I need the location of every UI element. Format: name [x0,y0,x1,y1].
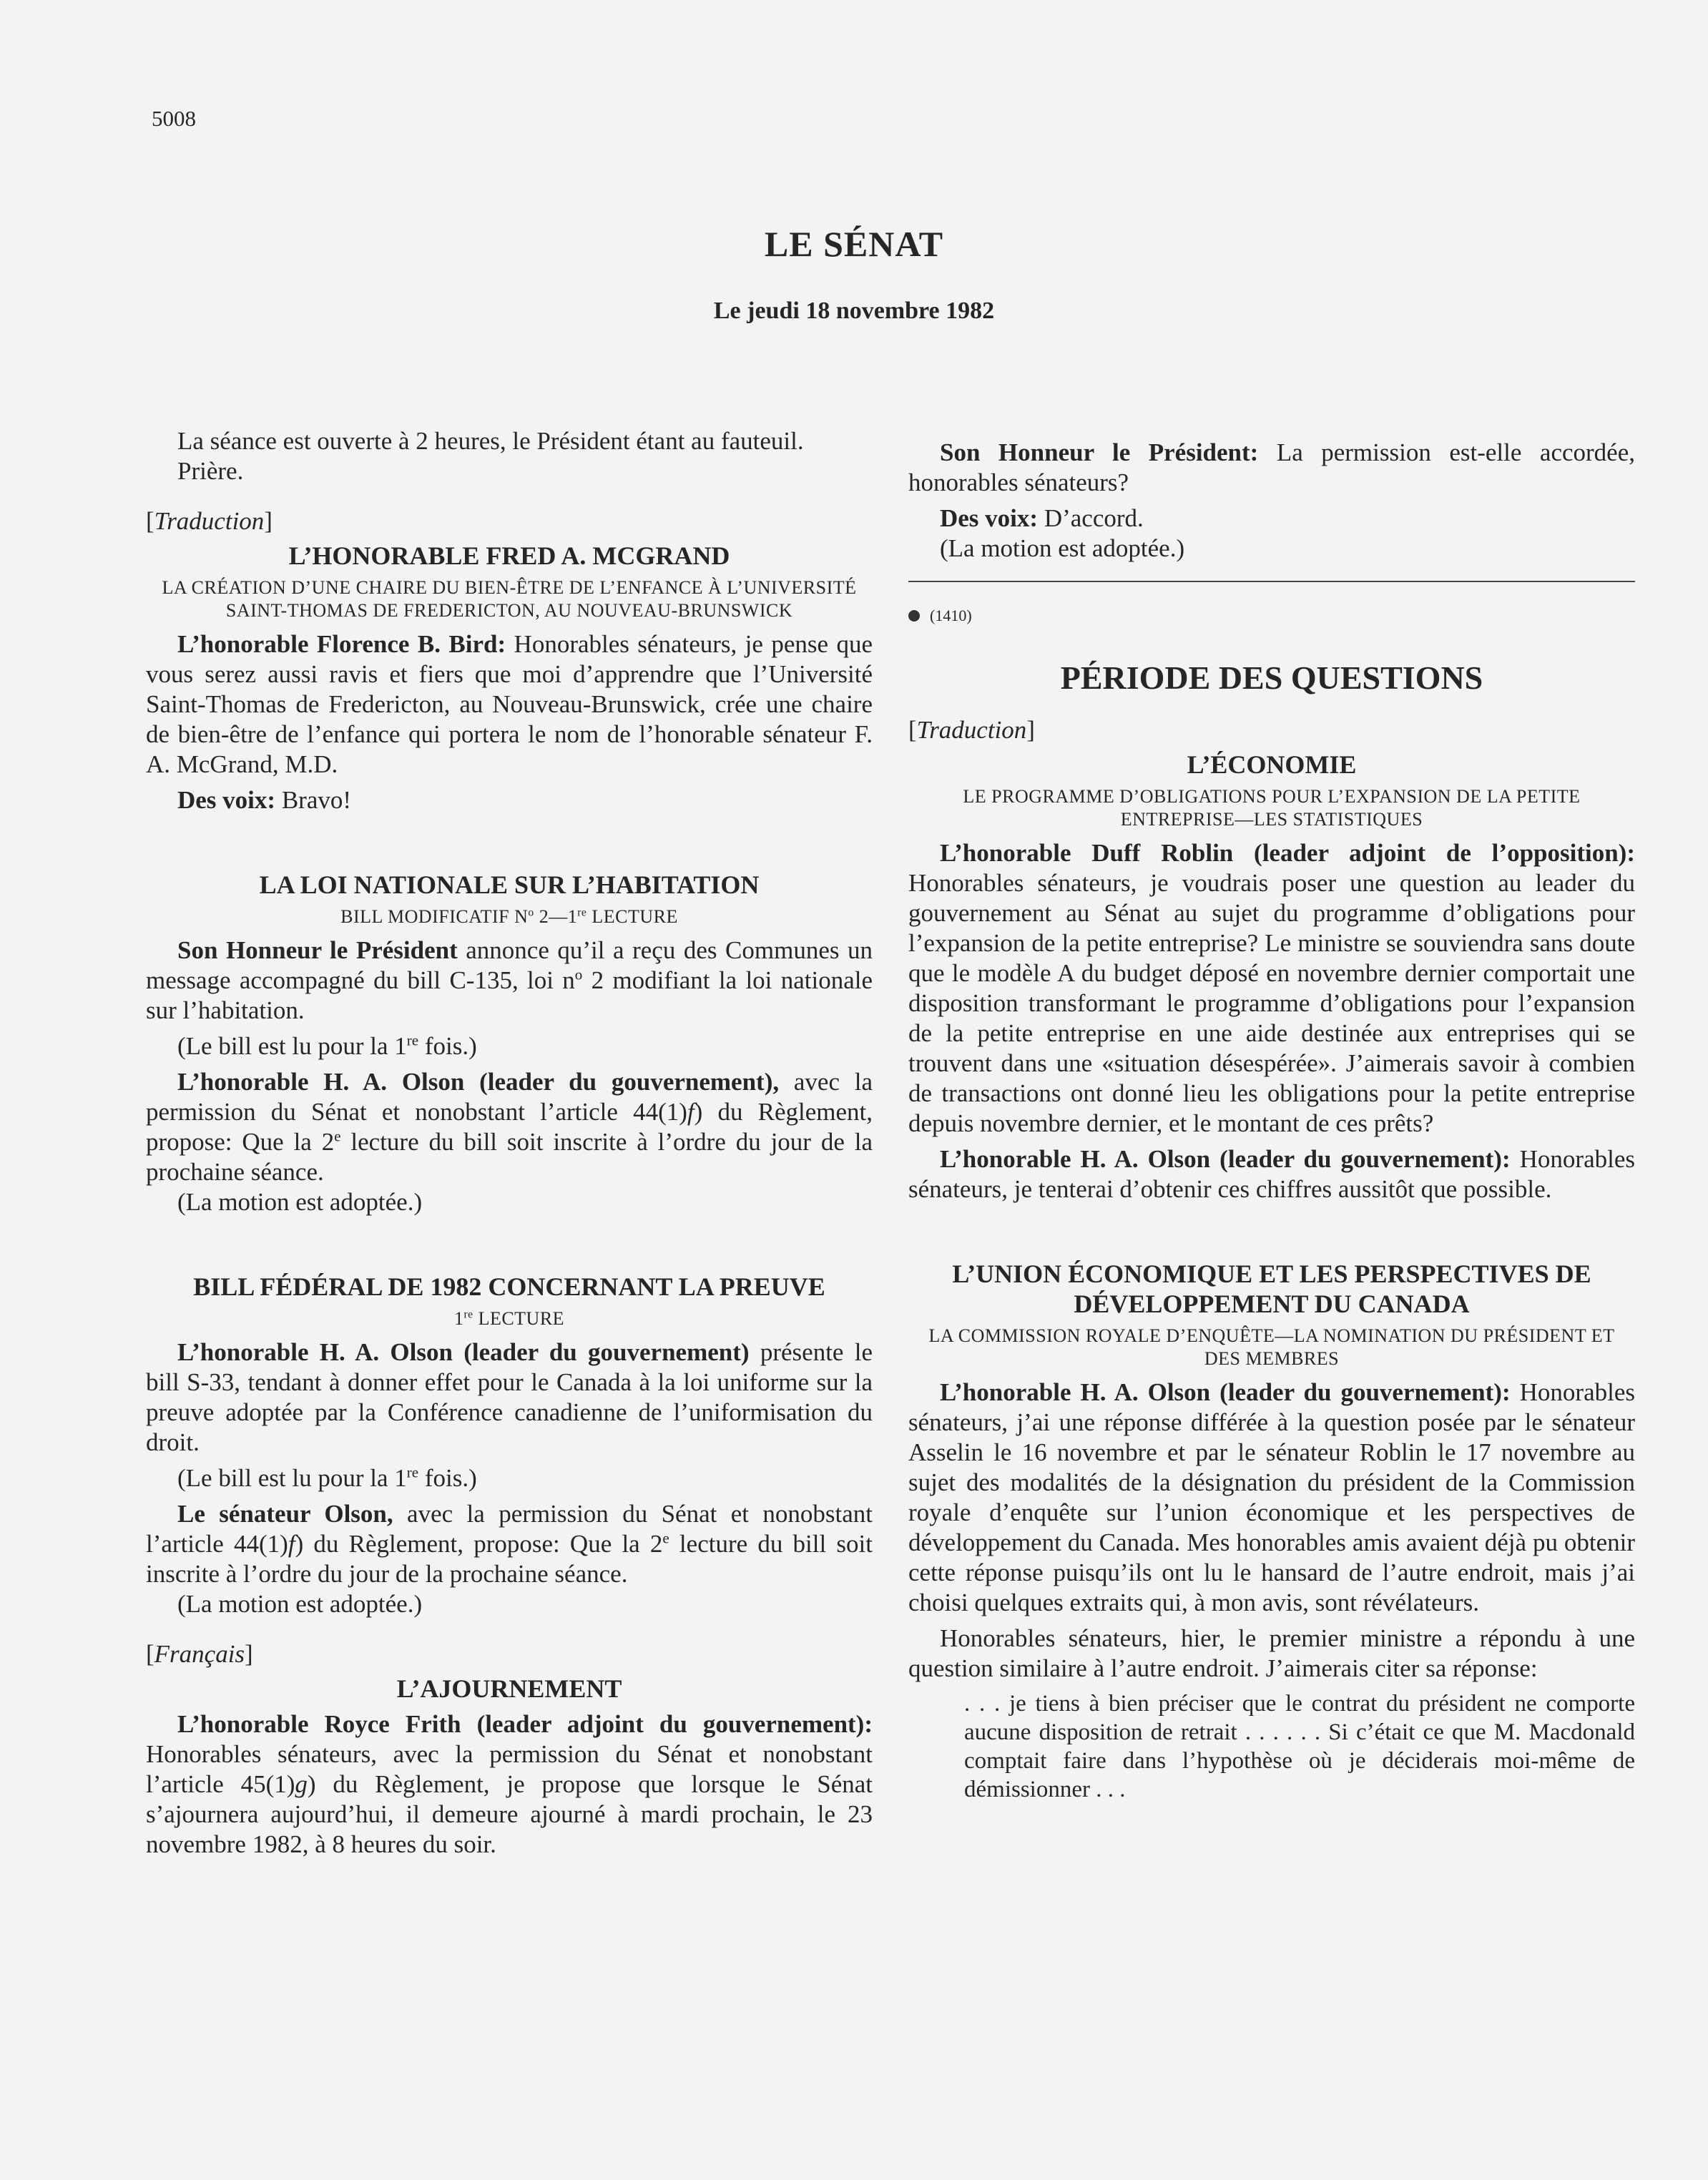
section-heading: L’ÉCONOMIE [1187,750,1357,779]
section-heading: L’UNION ÉCONOMIQUE ET LES PERSPECTIVES DE DÉVELOPPEMENT DU CANADA [952,1260,1591,1318]
section-subheading: BILL MODIFICATIF $N^o$ 2—1re LECTURE [340,906,678,927]
procedural-note: (La motion est adoptée.) [177,1590,423,1618]
speaker-name: L’honorable H. A. Olson (leader du gouvernement), [177,1068,780,1096]
page-number: 5008 [152,106,196,131]
speech-paragraph: L’honorable H. A. Olson (leader du gouvernement): Honorables sénateurs, je tenterai d’obtenir ces chiffres aussitôt que possible. [908,1145,1635,1203]
section-heading: L’HONORABLE FRED A. MCGRAND [288,541,730,570]
section-divider [908,581,1635,582]
speech-text: Honorables sénateurs, je pense que vous serez aussi ravis et fiers que moi d’apprendre que l’Université Saint-Thomas de Fredericton, au Nouveau-Brunswick, crée une chaire de bien-être de l’enfance qui portera le nom de l’honorable sénateur F. A. McGrand, M.D. [146,630,873,778]
timestamp-marker [908,601,1635,631]
procedural-note: (La motion est adoptée.) [177,1188,423,1216]
speech-paragraph: Le sénateur Olson, avec la permission du Sénat et nonobstant l’article 44(1)f) du Règlement, propose: Que la 2e lecture du bill soit inscrite à l’ordre du jour de la prochaine séance. [146,1500,873,1588]
speaker-name: L’honorable Duff Roblin (leader adjoint de l’opposition): [940,839,1635,867]
language-tag: [Traduction] [146,507,273,535]
speech-paragraph [146,629,873,780]
section-subheading: LA CRÉATION D’UNE CHAIRE DU BIEN-ÊTRE DE L’ENFANCE À L’UNIVERSITÉ SAINT-THOMAS DE FREDERICTON, AU NOUVEAU-BRUNSWICK [162,577,857,621]
speaker-name: L’honorable H. A. Olson (leader du gouvernement): [940,1145,1511,1173]
section-subheading: LA COMMISSION ROYALE D’ENQUÊTE—LA NOMINATION DU PRÉSIDENT ET DES MEMBRES [928,1325,1615,1369]
procedural-note: (Le bill est lu pour la 1re fois.) [177,1031,477,1060]
speech-paragraph: Des voix: D’accord. [940,504,1144,532]
speech-text: Bravo! [275,786,352,814]
section-heading: L’AJOURNEMENT [396,1674,622,1703]
section-heading: LA LOI NATIONALE SUR L’HABITATION [259,870,760,899]
speech-paragraph: L’honorable Royce Frith (leader adjoint du gouvernement): Honorables sénateurs, avec la permission du Sénat et nonobstant l’article 45(1)g) du Règlement, je propose que lorsque le Sénat s’ajournera aujourd’hui, il demeure ajourné à mardi prochain, le 23 novembre 1982, à 8 heures du soir. [146,1710,873,1858]
opening-paragraph: La séance est ouverte à 2 heures, le Président étant au fauteuil. [177,427,804,455]
sitting-date: Le jeudi 18 novembre 1982 [713,298,995,324]
section-subheading: 1re LECTURE [453,1308,565,1329]
timestamp-text: (1410) [930,607,972,624]
language-tag-text: Français [154,1640,245,1668]
speaker-name: L’honorable H. A. Olson (leader du gouvernement) [177,1338,750,1366]
speech-paragraph: L’honorable H. A. Olson (leader du gouvernement): Honorables sénateurs, j’ai une réponse différée à la question posée par le sénateur Asselin le 16 novembre et par le sénateur Roblin le 17 novembre au sujet des modalités de la désignation du président de la Commission royale d’enquête sur l’union économique et les perspectives de développement du Canada. Mes honorables amis avaient déjà pu obtenir cette réponse puisqu’ils ont lu le hansard de l’autre endroit, mais j’ai choisi quelques extraits qui, à mon avis, sont révélateurs. [908,1378,1635,1616]
section-subheading: LE PROGRAMME D’OBLIGATIONS POUR L’EXPANSION DE LA PETITE ENTREPRISE—LES STATISTIQUES [963,786,1581,830]
language-tag-text: Traduction [916,716,1027,744]
speech-paragraph: L’honorable H. A. Olson (leader du gouvernement) présente le bill S-33, tendant à donner effet pour le Canada à la loi uniforme sur la preuve adoptée par la Conférence canadienne de l’uniformisation du droit. [146,1338,873,1456]
block-quote: . . . je tiens à bien préciser que le contrat du président ne comporte aucune disposition de retrait . . . . . . Si c’était ce que M. Macdonald comptait faire dans l’hypothèse où je déciderais moi-même de démissionner . . . [964,1691,1635,1802]
speech-paragraph: Honorables sénateurs, hier, le premier ministre a répondu à une question similaire à l’autre endroit. J’aimerais citer sa réponse: [908,1624,1635,1682]
language-tag-text: Traduction [154,507,265,535]
speaker-name: Des voix: [177,786,276,814]
speaker-name: Des voix: [940,504,1039,532]
speech-paragraph: L’honorable H. A. Olson (leader du gouvernement), avec la permission du Sénat et nonobstant l’article 44(1)f) du Règlement, propose: Que la 2e lecture du bill soit inscrite à l’ordre du jour de la prochaine séance. [146,1068,873,1186]
speaker-name: Le sénateur Olson, [177,1500,393,1528]
procedural-note: (La motion est adoptée.) [940,534,1185,562]
speaker-name: Son Honneur le Président [177,936,458,964]
speaker-name: L’honorable Royce Frith (leader adjoint du gouvernement): [177,1710,873,1738]
speaker-name: Son Honneur le Président: [940,438,1259,466]
speech-paragraph [146,785,873,815]
procedural-note: (Le bill est lu pour la 1re fois.) [177,1463,477,1492]
speech-paragraph: Son Honneur le Président: La permission est-elle accordée, honorables sénateurs? [908,438,1635,496]
section-title: PÉRIODE DES QUESTIONS [1060,659,1483,696]
page-title: LE SÉNAT [764,224,944,264]
speaker-name: L’honorable H. A. Olson (leader du gouvernement): [940,1378,1511,1406]
speech-paragraph: Son Honneur le Président annonce qu’il a reçu des Communes un message accompagné du bill C-135, loi $n^o$ 2 modifiant la loi nationale sur l’habitation. [146,936,873,1024]
left-column [146,426,873,1865]
language-tag: [Traduction] [908,716,1035,744]
section-heading: BILL FÉDÉRAL DE 1982 CONCERNANT LA PREUVE [193,1272,825,1301]
speech-paragraph: L’honorable Duff Roblin (leader adjoint de l’opposition): Honorables sénateurs, je voudrais poser une question au leader du gouvernement au Sénat au sujet du programme d’obligations pour l’expansion de la petite entreprise? Le ministre se souviendra sans doute que le modèle A du budget déposé en novembre dernier comportait une disposition transformant le programme d’obligations pour l’expansion de la petite entreprise en une aide destinée aux entreprises qui se trouvent dans une «situation désespérée». J’aimerais savoir à combien de transactions ont donné lieu les obligations pour la petite entreprise depuis novembre dernier, et le montant de ces prêts? [908,839,1635,1137]
language-tag: [Français] [146,1640,253,1668]
speaker-name: L’honorable Florence B. Bird: [177,630,506,658]
right-column [908,438,1635,1804]
bullet-icon [908,610,920,622]
prayer-paragraph: Prière. [177,457,244,485]
